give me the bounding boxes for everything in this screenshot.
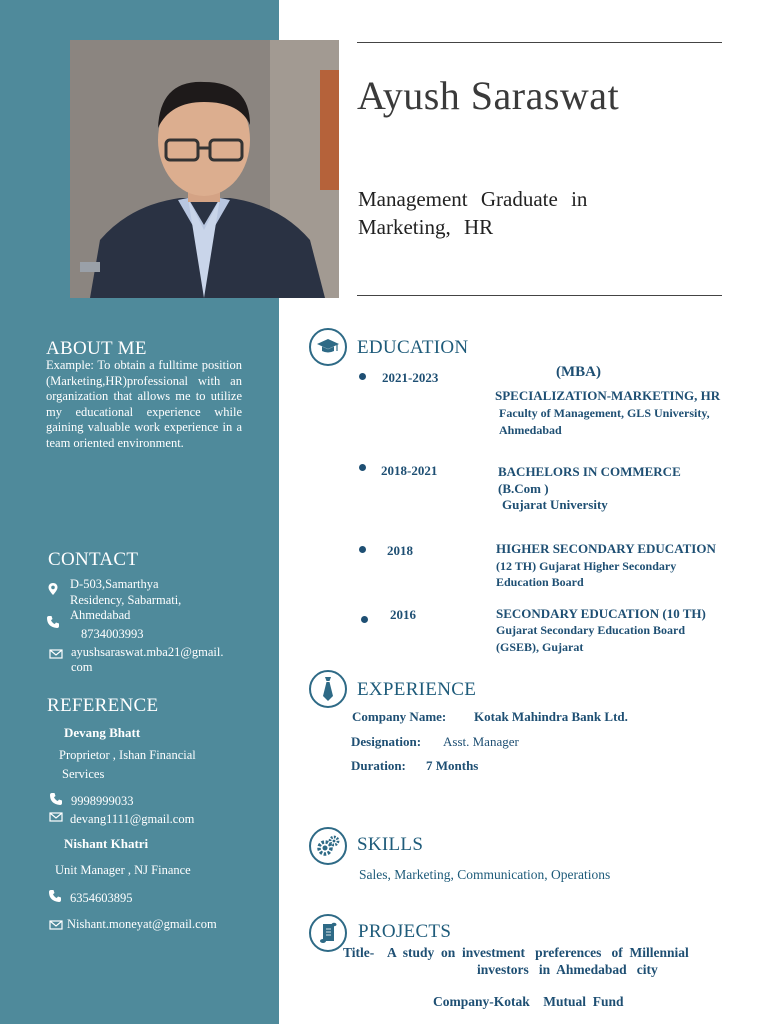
reference-role-cont: Services (62, 767, 105, 781)
reference-name: Nishant Khatri (64, 836, 149, 851)
project-title-cont: investors in Ahmedabad city (477, 962, 658, 977)
scroll-icon (309, 914, 347, 952)
mail-icon (49, 810, 63, 824)
project-company: Company-Kotak Mutual Fund (433, 994, 624, 1009)
reference-name: Devang Bhatt (64, 725, 141, 740)
tie-icon (309, 670, 347, 708)
experience-company-label: Company Name: (352, 709, 447, 724)
experience-duration-value: 7 Months (426, 758, 479, 773)
reference-email[interactable]: devang1111@gmail.com (70, 812, 195, 826)
skills-heading: SKILLS (357, 834, 424, 855)
education-degree-abbr: (B.Com ) (498, 481, 549, 496)
reference-phone: 6354603895 (70, 891, 133, 905)
education-board-cont: (GSEB), Gujarat (496, 640, 584, 654)
reference-email[interactable]: Nishant.moneyat@gmail.com (67, 917, 217, 931)
education-degree: SECONDARY EDUCATION (10 TH) (496, 606, 706, 621)
phone-icon (49, 792, 63, 806)
timeline-dot (359, 546, 366, 553)
skills-list: Sales, Marketing, Communication, Operations (359, 867, 611, 882)
education-year: 2021-2023 (382, 370, 439, 385)
timeline-dot (359, 464, 366, 471)
graduation-cap-icon (309, 328, 347, 366)
projects-heading: PROJECTS (358, 921, 452, 942)
reference-role: Proprietor , Ishan Financial (59, 748, 196, 762)
education-year: 2016 (390, 607, 416, 622)
divider-top (357, 42, 722, 43)
education-specialization: SPECIALIZATION-MARKETING, HR (495, 388, 721, 403)
reference-phone: 9998999033 (71, 794, 134, 808)
mail-icon (49, 647, 63, 661)
education-degree: HIGHER SECONDARY EDUCATION (496, 541, 716, 556)
project-title: Title- A study on investment preferences of Millennial (343, 945, 689, 960)
gears-icon (309, 827, 347, 865)
education-board: Gujarat Secondary Education Board (496, 623, 686, 637)
phone-icon (46, 615, 60, 629)
education-board: (12 TH) Gujarat Higher Secondary (496, 559, 677, 573)
education-location: Ahmedabad (499, 423, 562, 437)
reference-role: Unit Manager , NJ Finance (55, 863, 191, 877)
experience-duration-label: Duration: (351, 758, 406, 773)
education-year: 2018 (387, 543, 413, 558)
experience-company-value: Kotak Mahindra Bank Ltd. (474, 709, 628, 724)
contact-phone: 8734003993 (81, 627, 144, 641)
divider-bottom (357, 295, 722, 296)
mail-icon (49, 918, 63, 932)
location-icon (46, 582, 60, 596)
education-institution: Faculty of Management, GLS University, (499, 406, 710, 420)
timeline-dot (361, 616, 368, 623)
about-text: Example: To obtain a fulltime position (Marketing,HR)professional with an organization that allows me to utilize my educational experience while gaining valuable work experience in a team oriented environment. (46, 358, 242, 450)
contact-address: D-503,Samarthya Residency, Sabarmati, Ahmedabad (70, 577, 182, 623)
education-board-cont: Education Board (496, 575, 584, 589)
experience-designation-value: Asst. Manager (443, 734, 519, 749)
education-year: 2018-2021 (381, 463, 438, 478)
profile-photo (70, 40, 339, 298)
contact-heading: CONTACT (48, 549, 139, 570)
experience-designation-label: Designation: (351, 734, 422, 749)
experience-heading: EXPERIENCE (357, 679, 477, 700)
education-institution: Gujarat University (502, 497, 608, 512)
education-degree: BACHELORS IN COMMERCE (498, 464, 681, 479)
contact-email-line2: com (71, 660, 93, 674)
about-heading: ABOUT ME (46, 338, 147, 359)
reference-heading: REFERENCE (47, 695, 159, 716)
education-degree: (MBA) (556, 364, 601, 380)
contact-email-line1[interactable]: ayushsaraswat.mba21@gmail. (71, 645, 224, 659)
timeline-dot (359, 373, 366, 380)
candidate-name: Ayush Saraswat (357, 73, 620, 118)
phone-icon (48, 889, 62, 903)
education-heading: EDUCATION (357, 337, 469, 358)
candidate-subtitle-cont: Marketing, HR (358, 215, 494, 239)
candidate-subtitle: Management Graduate in (358, 187, 588, 211)
